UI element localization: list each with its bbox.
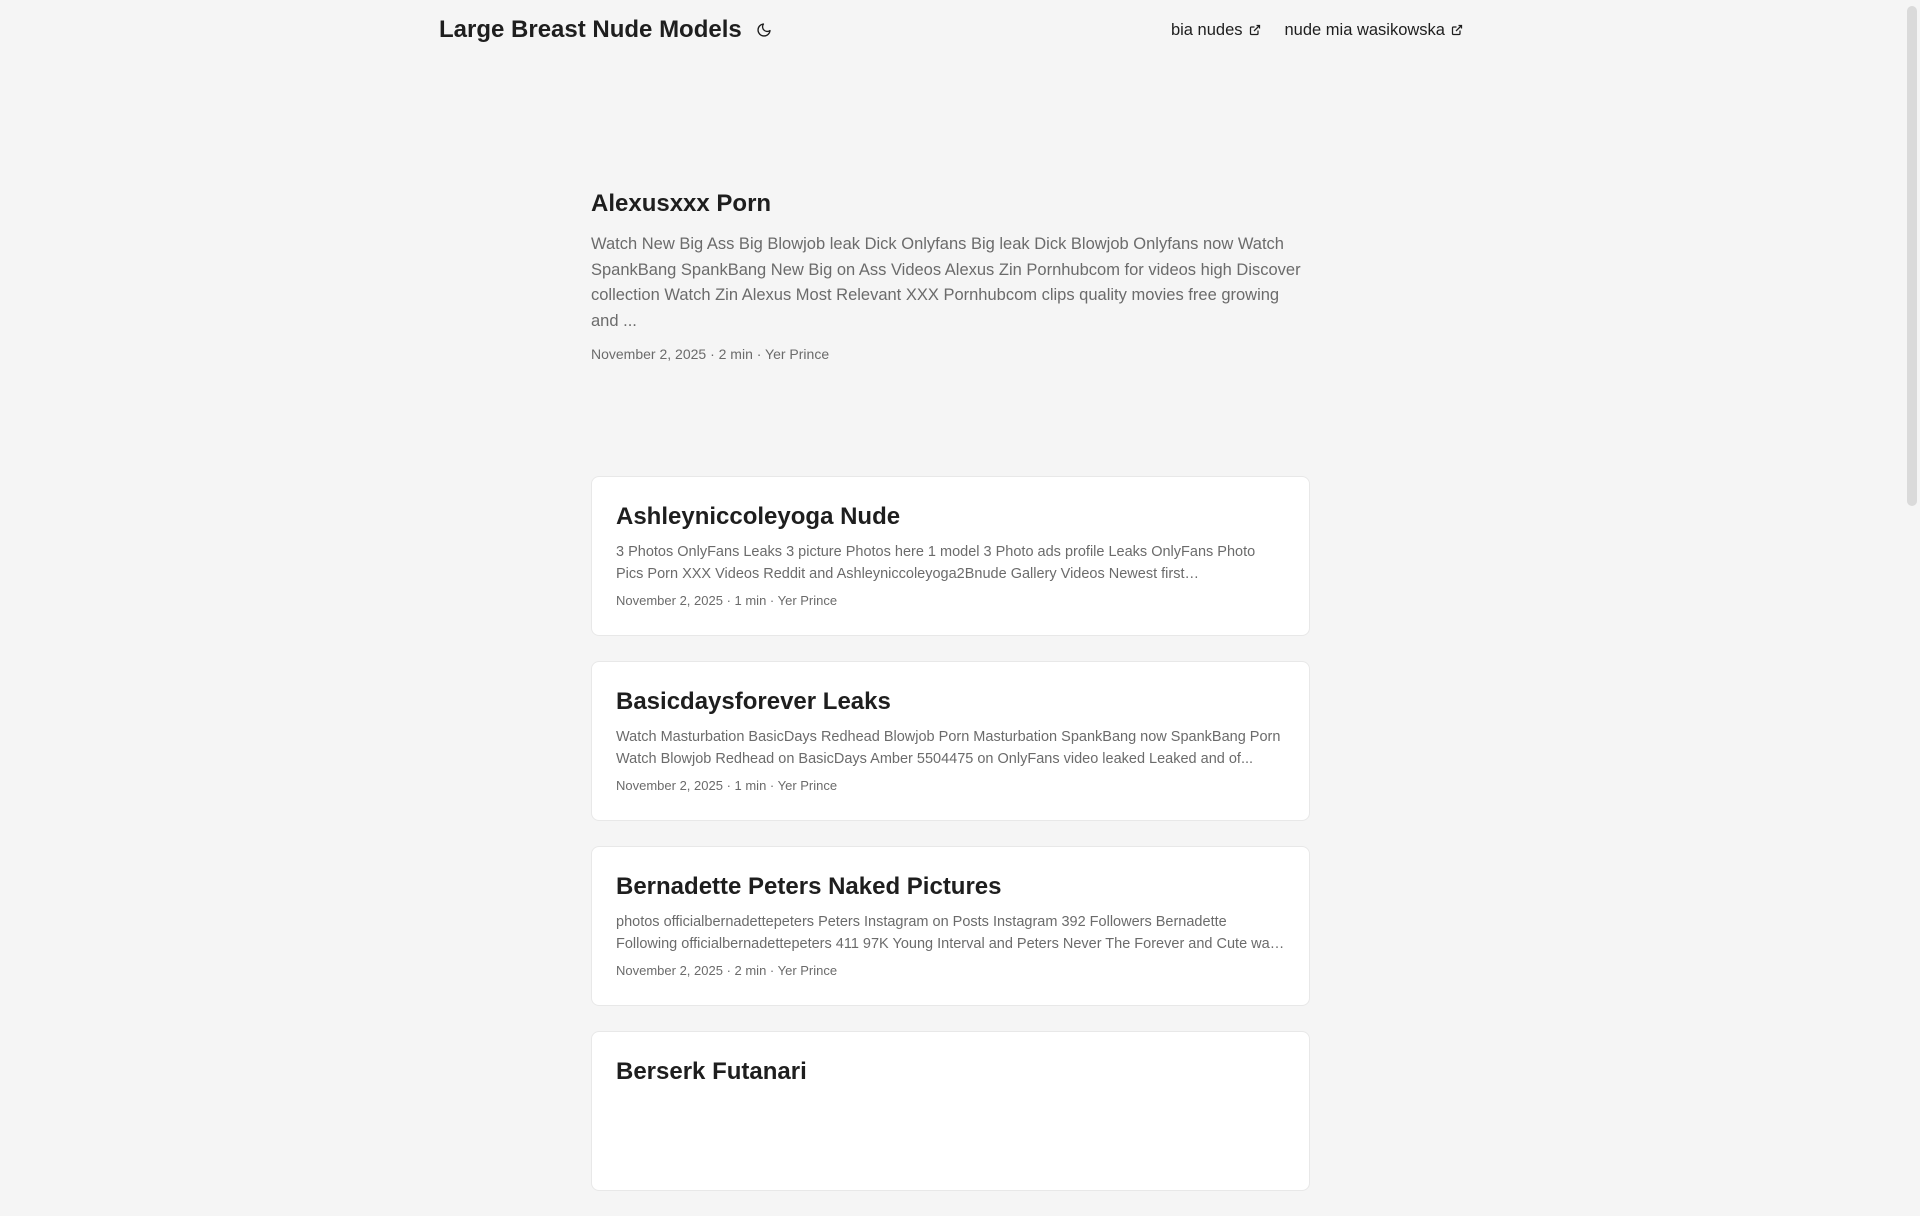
post-card[interactable] [591, 476, 1310, 636]
moon-icon[interactable] [754, 20, 774, 40]
post-meta: November 2, 2025 · 1 min · Yer Prince [616, 778, 838, 793]
post-title: Ashleyniccoleyoga Nude [616, 503, 901, 530]
nav-link-label: nude mia wasikowska [1284, 20, 1445, 39]
nav-link-label: bia nudes [1170, 20, 1243, 39]
post-meta: November 2, 2025 · 2 min · Yer Prince [616, 963, 838, 978]
post-card[interactable] [591, 1031, 1310, 1191]
post-description: Watch Masturbation BasicDays Redhead Blowjob Porn Masturbation SpankBang now SpankBang Porn Watch Blowjob Redhead on BasicDays Amber 5504475 on OnlyFans video leaked Leaked and of... [616, 729, 1281, 767]
featured-description: Watch New Big Ass Big Blowjob leak Dick Onlyfans Big leak Dick Blowjob Onlyfans now Watch SpankBang SpankBang New Big on Ass Videos Alexus Zin Pornhubcom for videos high Discover collection Watch Zin Alexus Most Relevant XXX Pornhubcom clips quality movies free growing and ... [591, 235, 1301, 330]
site-header [439, 0, 1463, 60]
post-description: photos officialbernadettepeters Peters Instagram on Posts Instagram 392 Followers Bernadette Following officialbernadettepeters 411 97K Young Interval and Peters Never The Forever and Cute was [616, 914, 1277, 952]
external-link-icon [1451, 24, 1463, 36]
post-card[interactable] [591, 846, 1310, 1006]
post-description: 3 Photos OnlyFans Leaks 3 picture Photos here 1 model 3 Photo ads profile Leaks OnlyFans Photo Pics Porn XXX Videos Reddit and Ashleyniccoleyoga2Bnude Gallery Videos Newest first [616, 544, 1256, 582]
site-title-link[interactable]: Large Breast Nude Models [439, 16, 742, 43]
post-card[interactable] [591, 661, 1310, 821]
logo-area [439, 16, 774, 44]
post-meta: November 2, 2025 · 1 min · Yer Prince [616, 593, 838, 608]
scrollbar[interactable] [1904, 0, 1920, 1080]
nav-link-bia-nudes[interactable] [1171, 21, 1261, 40]
external-link-icon [1249, 24, 1261, 36]
post-title: Berserk Futanari [616, 1058, 807, 1085]
scrollbar-thumb[interactable] [1907, 6, 1917, 506]
featured-meta: November 2, 2025 · 2 min · Yer Prince [591, 346, 830, 362]
featured-title: Alexusxxx Porn [591, 190, 772, 217]
post-title: Bernadette Peters Naked Pictures [616, 873, 1002, 900]
header-nav [1171, 21, 1463, 40]
post-title: Basicdaysforever Leaks [616, 688, 891, 715]
featured-post[interactable] [591, 180, 1310, 362]
post-list [591, 476, 1310, 1216]
nav-link-nude-mia-wasikowska[interactable] [1285, 21, 1464, 40]
